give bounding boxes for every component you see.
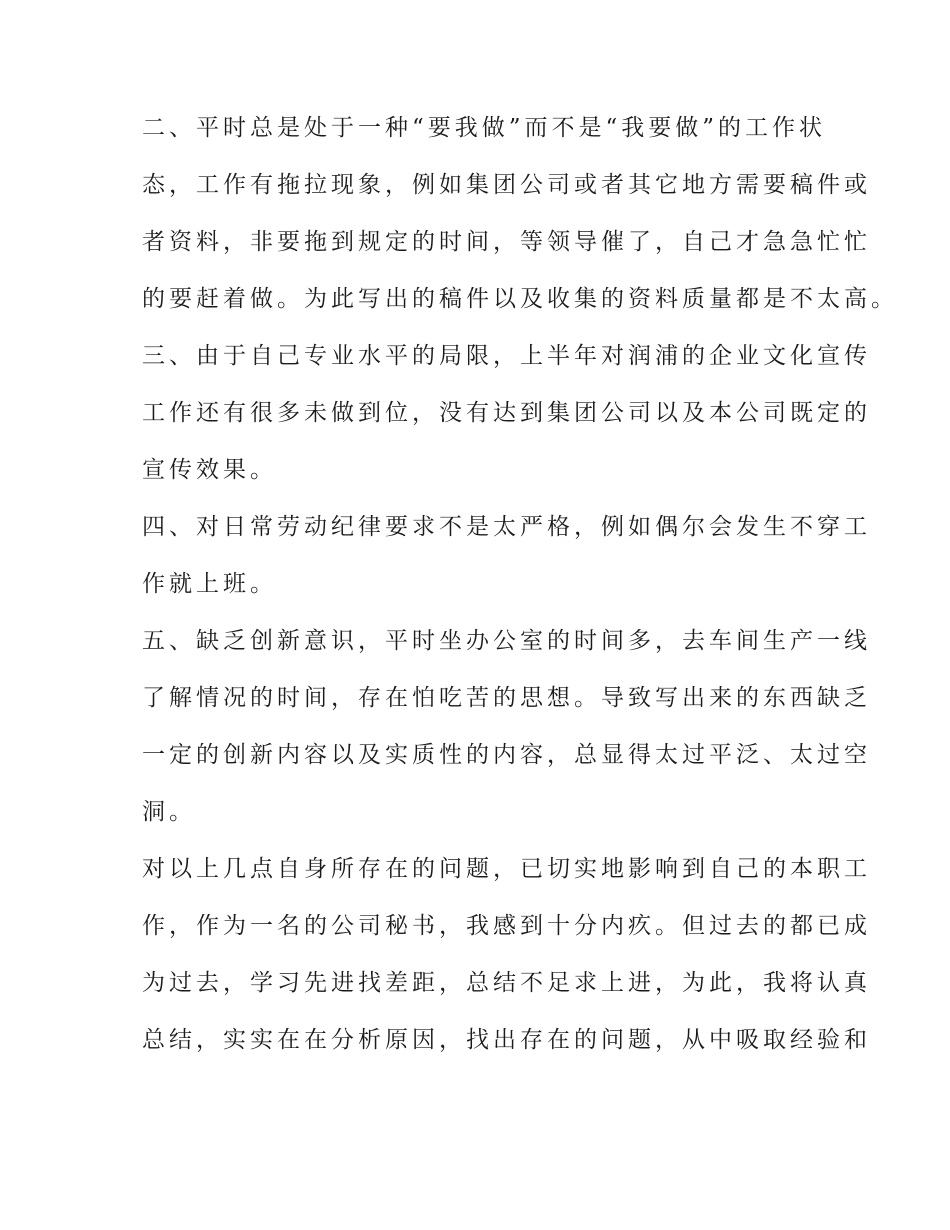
text-line: 为过去，学习先进找差距，总结不足求上进，为此，我将认真 [142, 970, 871, 996]
text-line: 态，工作有拖拉现象，例如集团公司或者其它地方需要稿件或 [142, 172, 871, 198]
text-line: 的要赶着做。为此写出的稿件以及收集的资料质量都是不太高。 [142, 286, 898, 312]
text-line: 作，作为一名的公司秘书，我感到十分内疚。但过去的都已成 [142, 913, 871, 939]
text-line: 作就上班。 [142, 571, 277, 597]
text-line: 者资料，非要拖到规定的时间，等领导催了，自己才急急忙忙 [142, 229, 871, 255]
text-line: 总结，实实在在分析原因，找出存在的问题，从中吸取经验和 [142, 1027, 871, 1053]
text-line: 对以上几点自身所存在的问题，已切实地影响到自己的本职工 [142, 856, 871, 882]
text-line: 四、对日常劳动纪律要求不是太严格，例如偶尔会发生不穿工 [142, 514, 871, 540]
text-line: 一定的创新内容以及实质性的内容，总显得太过平泛、太过空 [142, 742, 871, 768]
text-line: 工作还有很多未做到位，没有达到集团公司以及本公司既定的 [142, 400, 871, 426]
text-line: 二、平时总是处于一种“要我做”而不是“我要做”的工作状 [142, 115, 827, 141]
text-line: 三、由于自己专业水平的局限，上半年对润浦的企业文化宣传 [142, 343, 871, 369]
text-line: 宣传效果。 [142, 457, 277, 483]
text-line: 了解情况的时间，存在怕吃苦的思想。导致写出来的东西缺乏 [142, 685, 871, 711]
text-line: 洞。 [142, 799, 196, 825]
text-line: 五、缺乏创新意识，平时坐办公室的时间多，去车间生产一线 [142, 628, 871, 654]
